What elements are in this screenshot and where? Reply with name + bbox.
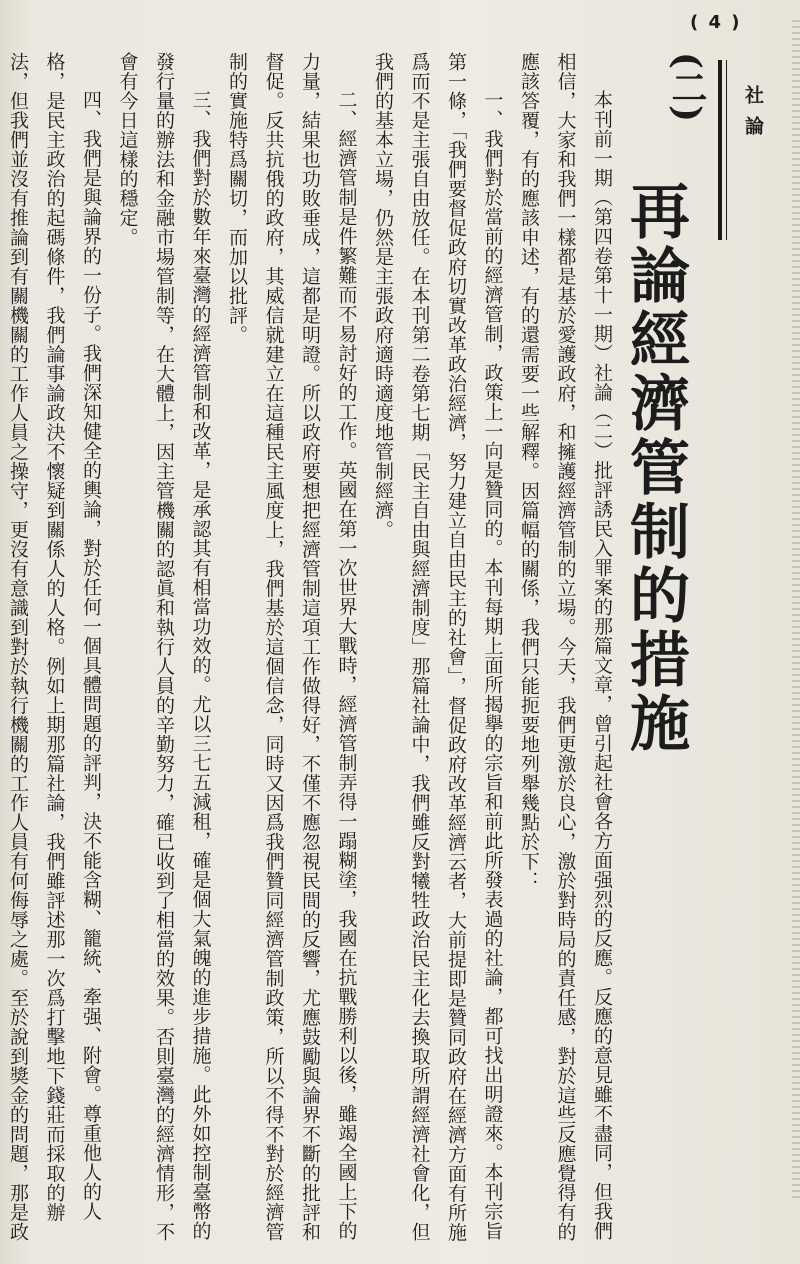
paragraph-1: 一、我們對於當前的經濟管制，政策上一向是贊同的。本刊每期上面所揭擧的宗旨和前此所發表過的社論，都可找出明證來。本刊宗旨第一條，「我們要督促政府切實改革政治經濟，努力建立自由民主的社會」，督促政府改革經濟云者，大前提即是贊同政府在經濟方面有所施爲而不是主張自由放任。在本刊第二卷第七期「民主自由與經濟制度」那篇社論中，我們雖反對犧牲政治民主化去換取所謂經濟社會化，但我們的基本立場，仍然是主張政府適時適度地管制經濟。 [372,52,504,1242]
page-edge [792,20,800,1200]
article-subtitle: (二) [666,52,708,123]
paragraph-4: 四、我們是與論界的一份子。我們深知健全的輿論，對於任何一個具體問題的評判，決不能含糊、籠統、牽强、附會。尊重他人的人格，是民主政治的起碼條件，我們論事論政決不懷疑到關係人的人格。例如上期那篇社論，我們雖評述那一次爲打擊地下錢莊而採取的辦法，但我們並沒有推論到有關機關的工作人員之操守，更沒有意識到對於執行機關的工作人員有何侮辱之處。至於說到獎金的問題，那是政 [7,52,102,1242]
paragraph-3: 三、我們對於數年來臺灣的經濟管制和改革，是承認其有相當功效的。尤以三七五減租，確是個大氣魄的進步措施。此外如控制臺幣的發行量的辦法和金融市場管制等，在大體上，因主管機關的認眞和執行人員的辛勤努力，確已收到了相當的效果。否則臺灣的經濟情形，不會有今日這樣的穩定。 [116,52,212,1242]
paragraph-intro: 本刊前一期（第四卷第十一期）社論（二）批評誘民入罪案的那篇文章，曾引起社會各方面强烈的反應。反應的意見雖不盡同，但我們相信，大家和我們一樣都是基於愛護政府，和擁護經濟管制的立場。今天，我們更激於良心，激於對時局的責任感，對於這些反應覺得有的應該答覆，有的應該申述，有的還需要一些解釋。因篇幅的關係，我們只能扼要地列舉幾點於下： [518,52,613,1242]
column-label: 社論 [742,85,764,147]
header-rule [718,60,722,240]
article-title: 再論經濟管制的措施 [620,180,690,756]
header-rule-thin [726,60,727,240]
paragraph-2: 二、經濟管制是件繁難而不易討好的工作。英國在第一次世界大戰時，經濟管制弄得一蹋糊塗，我國在抗戰勝利以後，雖竭全國上下的力量，結果也功敗垂成，這都是明證。所以政府要想把經濟管制這項工作做得好，不僅不應忽視民間的反響，尤應鼓勵與論界不斷的批評和督促。反共抗俄的政府，其威信就建立在這種民主風度上，我們基於這個信念，同時又因爲我們贊同經濟管制政策，所以不得不對於經濟管制的實施特爲關切，而加以批評。 [226,52,358,1242]
article-body [7,52,620,1252]
page-number: ( 4 ) [690,12,742,33]
